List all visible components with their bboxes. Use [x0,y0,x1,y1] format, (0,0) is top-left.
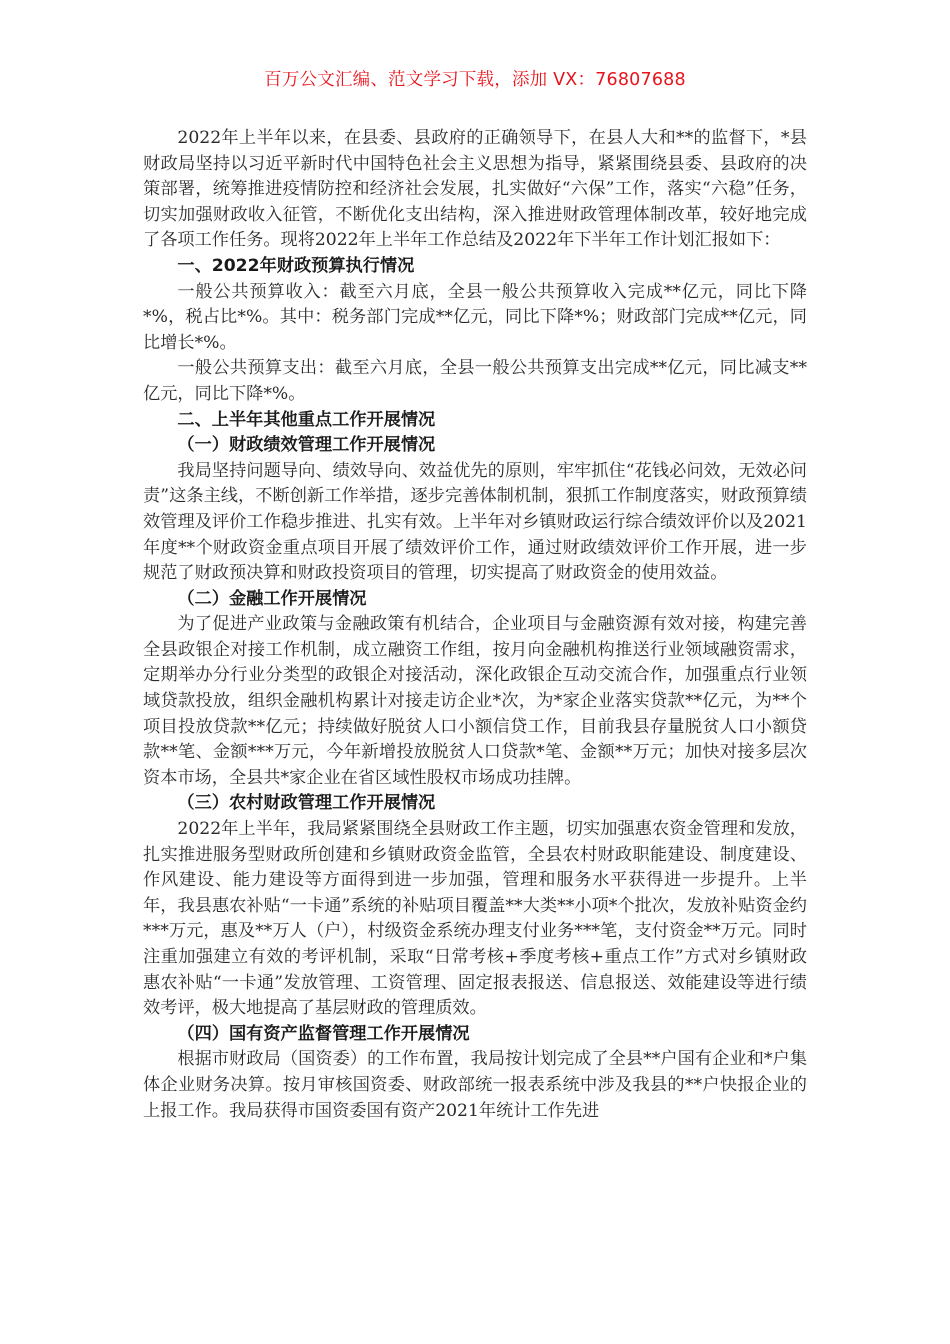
revenue-paragraph: 一般公共预算收入：截至六月底，全县一般公共预算收入完成**亿元，同比下降*%，税占比*%。其中：税务部门完成**亿元，同比下降*%；财政部门完成**亿元，同比增长*%。 [143,281,807,353]
document-body [143,126,807,1124]
section-1-heading: 一、2022年财政预算执行情况 [177,255,415,276]
subsection-heading: （一）财政绩效管理工作开展情况 [177,435,436,456]
subsection-heading: （三）农村财政管理工作开展情况 [177,793,436,814]
expenditure-paragraph: 一般公共预算支出：截至六月底，全县一般公共预算支出完成**亿元，同比减支**亿元，同比下降*%。 [143,358,807,404]
subsection-paragraph: 我局坚持问题导向、绩效导向、效益优先的原则，牢牢抓住“花钱必问效，无效必问责”这条主线，不断创新工作举措，逐步完善体制机制，狠抓工作制度落实，财政预算绩效管理及评价工作稳步推进、扎实有效。上半年对乡镇财政运行综合绩效评价以及2021年度**个财政资金重点项目开展了绩效评价工作，通过财政绩效评价工作开展，进一步规范了财政预决算和财政投资项目的管理，切实提高了财政资金的使用效益。 [143,460,807,584]
subsection-paragraph: 2022年上半年，我局紧紧围绕全县财政工作主题，切实加强惠农资金管理和发放，扎实推进服务型财政所创建和乡镇财政资金监管，全县农村财政职能建设、制度建设、作风建设、能力建设等方面得到进一步加强，管理和服务水平获得进一步提升。上半年，我县惠农补贴“一卡通”系统的补贴项目覆盖**大类**小项*个批次，发放补贴资金约***万元，惠及**万人（户），村级资金系统办理支付业务***笔，支付资金**万元。同时注重加强建立有效的考评机制，采取“日常考核+季度考核+重点工作”方式对乡镇财政惠农补贴“一卡通”发放管理、工资管理、固定报表报送、信息报送、效能建设等进行绩效考评，极大地提高了基层财政的管理质效。 [143,819,807,1019]
subsection-paragraph: 根据市财政局（国资委）的工作布置，我局按计划完成了全县**户国有企业和*户集体企业财务决算。按月审核国资委、财政部统一报表系统中涉及我县的**户快报企业的上报工作。我局获得市国资委国有资产2021年统计工作先进 [143,1049,807,1121]
subsection-heading: （二）金融工作开展情况 [177,588,367,609]
download-banner: 百万公文汇编、范文学习下载，添加 VX：76807688 [264,70,686,90]
section-2-heading: 二、上半年其他重点工作开展情况 [177,409,436,430]
subsection-paragraph: 为了促进产业政策与金融政策有机结合，企业项目与金融资源有效对接，构建完善全县政银企对接工作机制，成立融资工作组，按月向金融机构推送行业领域融资需求，定期举办分行业分类型的政银企对接活动，深化政银企互动交流合作，加强重点行业领域贷款投放，组织金融机构累计对接走访企业*次，为*家企业落实贷款**亿元，为**个项目投放贷款**亿元；持续做好脱贫人口小额信贷工作，目前我县存量脱贫人口小额贷款**笔、金额***万元，今年新增投放脱贫人口贷款*笔、金额**万元；加快对接多层次资本市场，全县共*家企业在省区域性股权市场成功挂牌。 [143,614,807,788]
subsection-heading: （四）国有资产监督管理工作开展情况 [177,1023,470,1044]
intro-paragraph: 2022年上半年以来，在县委、县政府的正确领导下，在县人大和**的监督下，*县财政局坚持以习近平新时代中国特色社会主义思想为指导，紧紧围绕县委、县政府的决策部署，统筹推进疫情防控和经济社会发展，扎实做好“六保”工作，落实“六稳”任务，切实加强财政收入征管，不断优化支出结构，深入推进财政管理体制改革，较好地完成了各项工作任务。现将2022年上半年工作总结及2022年下半年工作计划汇报如下： [143,128,807,251]
